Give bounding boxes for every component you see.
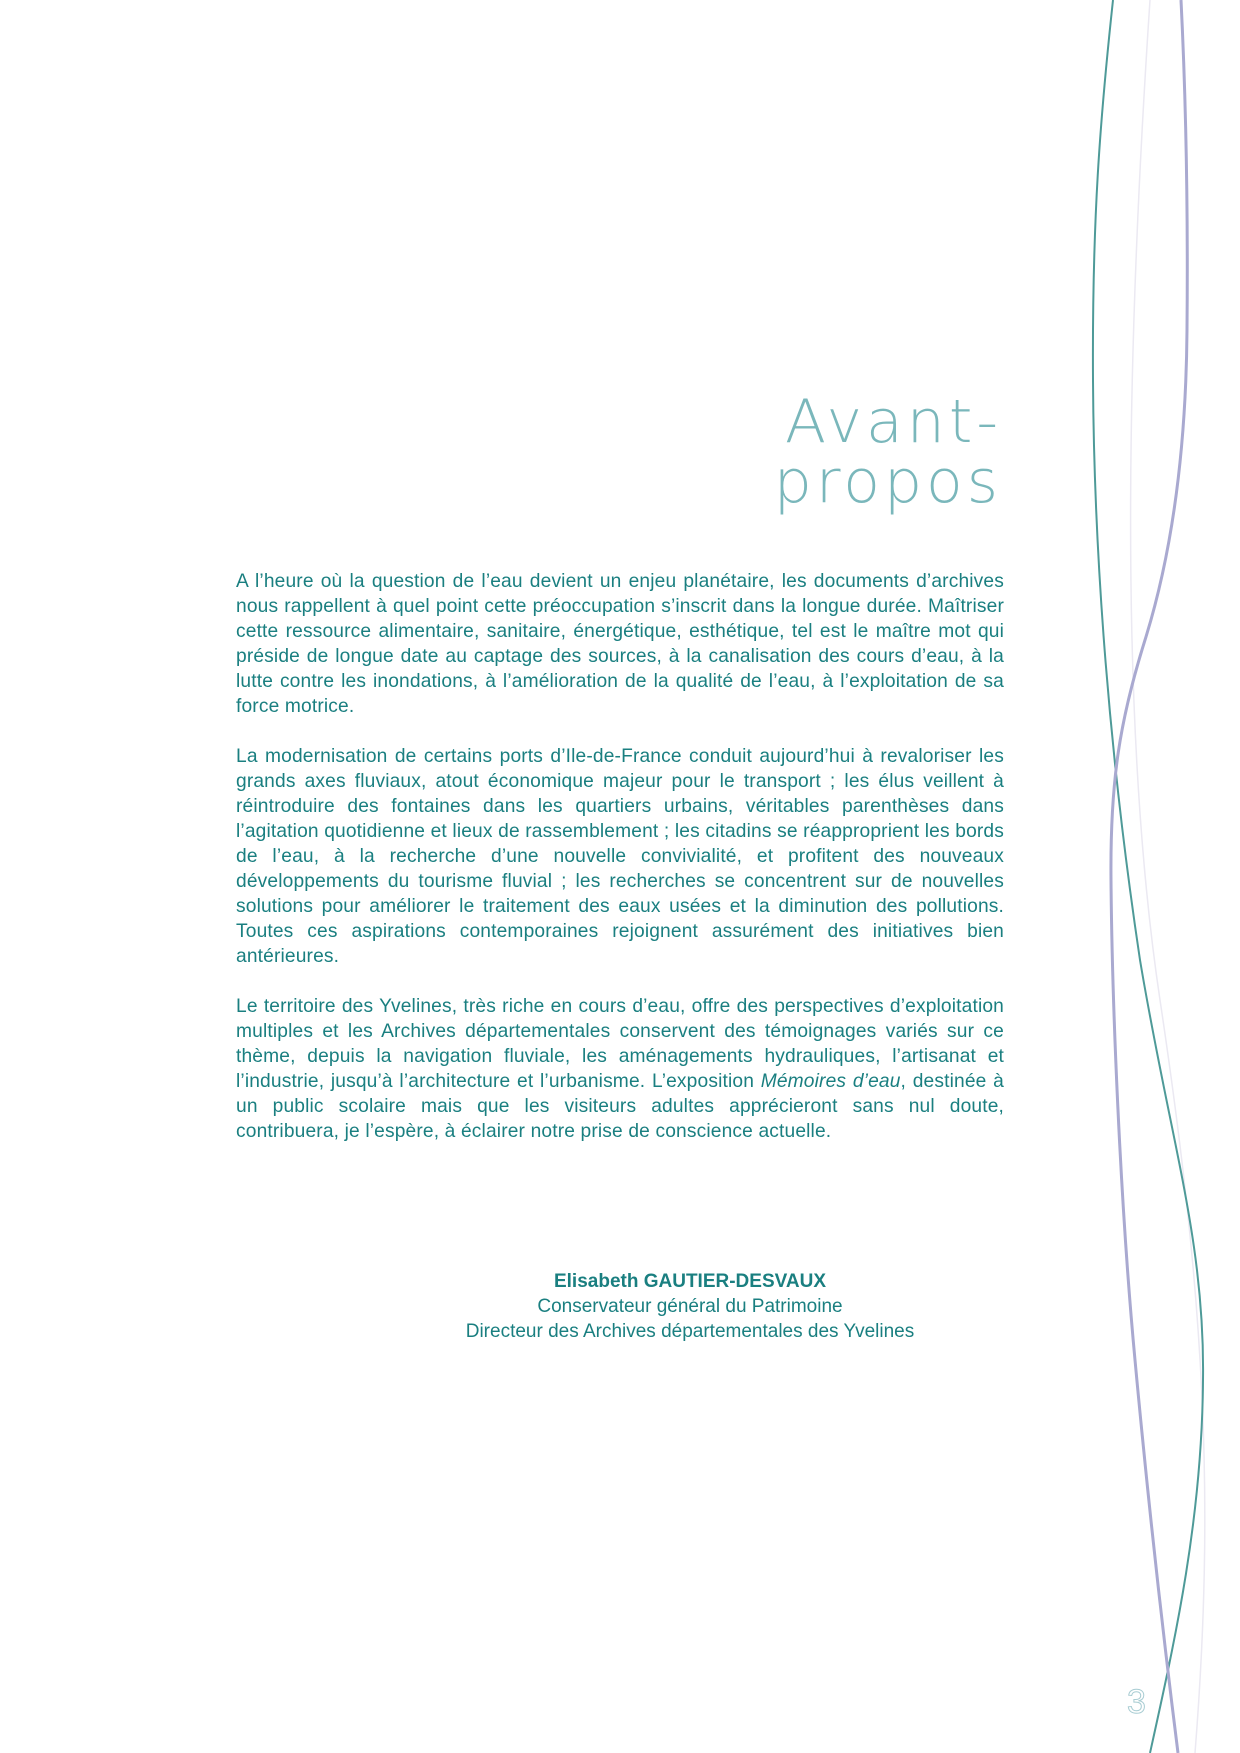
paragraph-3 <box>236 994 1004 1144</box>
paragraph-3-part-2: , destinée à un public scolaire mais que les visiteurs adultes apprécieront sans nul doute, contribuera, je l’espère, à éclairer notre prise de conscience actuelle. <box>236 1071 1004 1142</box>
paragraph-3-part-1: Le territoire des Yvelines, très riche en cours d’eau, offre des perspectives d’exploitation multiples et les Archives départementales conservent des témoignages variés sur ce thème, depuis la navigation fluviale, les aménagements hydrauliques, l’artisanat et l’industrie, jusqu’à l’architecture et l’urbanisme. L’exposition <box>236 996 1004 1092</box>
exhibition-title: Mémoires d’eau <box>760 1071 901 1092</box>
signatory-name: Elisabeth GAUTIER-DESVAUX <box>553 1271 827 1292</box>
faint-curve <box>1131 0 1205 1753</box>
paragraph-1: A l’heure où la question de l’eau devient un enjeu planétaire, les documents d’archives nous rappellent à quel point cette préoccupation s’inscrit dans la longue durée. Maîtriser cette ressource alimentaire, sanitaire, énergétique, esthétique, tel est le maître mot qui préside de longue date au captage des sources, à la canalisation des cours d’eau, à la lutte contre les inondations, à l’amélioration de la qualité de l’eau, à l’exploitation de sa force motrice. <box>236 571 1004 717</box>
foreword-body <box>236 569 1004 1169</box>
page-number: 3 <box>1127 1683 1146 1721</box>
teal-curve <box>1093 0 1203 1753</box>
paragraph-2: La modernisation de certains ports d’Ile-de-France conduit aujourd’hui à revaloriser les grands axes fluviaux, atout économique majeur pour le transport ; les élus veillent à réintroduire des fontaines dans les quartiers urbains, véritables parenthèses dans l’agitation quotidienne et lieux de rassemblement ; les citadins se réapproprient les bords de l’eau, à la recherche d’une nouvelle convivialité, et profitent des nouveaux développements du tourisme fluvial ; les recherches se concentrent sur de nouvelles solutions pour améliorer le traitement des eaux usées et la diminution des pollutions. Toutes ces aspirations contemporaines rejoignent assurément des initiatives bien antérieures. <box>236 746 1004 967</box>
signatory-role-2: Directeur des Archives départementales des Yvelines <box>465 1321 915 1342</box>
page-title: Avant-propos <box>773 387 1002 517</box>
signatory-role-1: Conservateur général du Patrimoine <box>537 1296 843 1317</box>
signature-block <box>400 1269 980 1344</box>
purple-curve <box>1111 0 1187 1753</box>
